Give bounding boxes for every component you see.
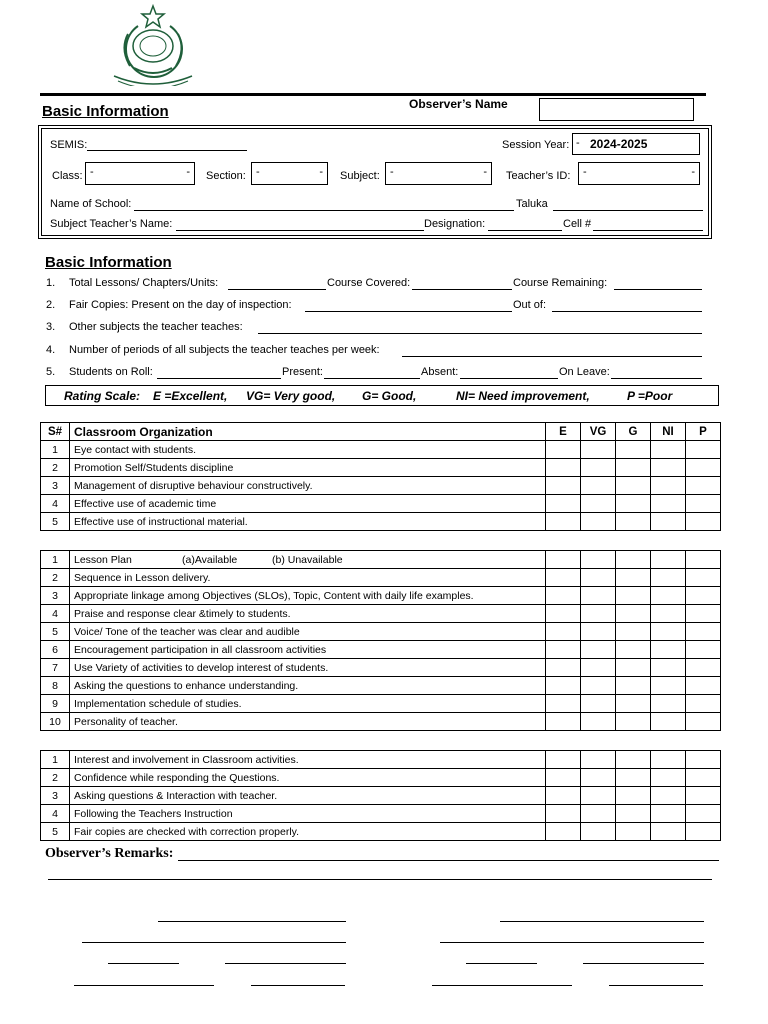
- rating-cell[interactable]: [651, 569, 686, 587]
- row-criterion: Implementation schedule of studies.: [70, 695, 546, 713]
- teacher-name-label: Subject Teacher’s Name:: [50, 218, 173, 230]
- fair-copies-label: Fair Copies: Present on the day of inspection:: [69, 299, 292, 311]
- rating-cell[interactable]: [616, 513, 651, 531]
- row-number: 1: [41, 441, 70, 459]
- rating-cell[interactable]: [546, 441, 581, 459]
- students-on-roll-field[interactable]: [157, 378, 281, 379]
- rating-cell[interactable]: [651, 787, 686, 805]
- rating-cell[interactable]: [651, 641, 686, 659]
- course-covered-field[interactable]: [412, 289, 512, 290]
- row-number: 1: [41, 551, 70, 569]
- table-row: [41, 495, 721, 513]
- rating-cell[interactable]: [546, 513, 581, 531]
- section-select[interactable]: [251, 162, 328, 185]
- present-field[interactable]: [324, 378, 420, 379]
- signature-line[interactable]: [583, 963, 704, 964]
- section-select-arrow: -: [319, 166, 323, 178]
- rating-cell[interactable]: [581, 641, 616, 659]
- rating-cell[interactable]: [686, 477, 721, 495]
- row-number: 2: [41, 769, 70, 787]
- row-number: 5: [41, 623, 70, 641]
- row-criterion: Voice/ Tone of the teacher was clear and audible: [70, 623, 546, 641]
- rating-cell[interactable]: [581, 459, 616, 477]
- signature-line[interactable]: [432, 985, 572, 986]
- rating-cell[interactable]: [616, 459, 651, 477]
- signature-line[interactable]: [225, 963, 346, 964]
- semis-field[interactable]: [87, 150, 247, 151]
- rating-cell[interactable]: [686, 769, 721, 787]
- signature-line[interactable]: [74, 985, 214, 986]
- teaching-methods-table: [40, 550, 721, 731]
- rating-cell[interactable]: [546, 677, 581, 695]
- rating-cell[interactable]: [616, 659, 651, 677]
- rating-cell[interactable]: [686, 459, 721, 477]
- item-1-number: 1.: [46, 277, 56, 289]
- rating-cell[interactable]: [686, 659, 721, 677]
- observer-name-label: Observer’s Name: [409, 97, 508, 111]
- rating-cell[interactable]: [546, 623, 581, 641]
- rating-scale-box: [45, 385, 719, 406]
- rating-cell[interactable]: [616, 677, 651, 695]
- rating-cell[interactable]: [581, 441, 616, 459]
- fair-copies-field[interactable]: [305, 311, 512, 312]
- observer-name-field[interactable]: [539, 98, 694, 121]
- rating-cell[interactable]: [546, 713, 581, 731]
- rating-e: E =Excellent,: [153, 389, 228, 403]
- table-row: [41, 769, 721, 787]
- rating-cell[interactable]: [581, 659, 616, 677]
- row-number: 6: [41, 641, 70, 659]
- rating-cell[interactable]: [686, 623, 721, 641]
- signature-line[interactable]: [500, 921, 704, 922]
- rating-cell[interactable]: [581, 605, 616, 623]
- teacher-name-field[interactable]: [176, 230, 424, 231]
- rating-cell[interactable]: [651, 477, 686, 495]
- row-criterion: Fair copies are checked with correction properly.: [70, 823, 546, 841]
- signature-line[interactable]: [466, 963, 537, 964]
- header-ni: NI: [651, 423, 686, 441]
- row-criterion: Encouragement participation in all classroom activities: [70, 641, 546, 659]
- table-row: [41, 659, 721, 677]
- government-emblem-logo: [108, 4, 198, 86]
- rating-vg: VG= Very good,: [246, 389, 336, 403]
- basic-info-title: Basic Information: [45, 254, 172, 271]
- rating-cell[interactable]: [546, 695, 581, 713]
- teacher-id-select-arrow: -: [691, 166, 695, 178]
- rating-cell[interactable]: [546, 769, 581, 787]
- rating-cell[interactable]: [581, 787, 616, 805]
- rating-cell[interactable]: [581, 477, 616, 495]
- session-year-value: 2024-2025: [590, 137, 648, 151]
- signature-line[interactable]: [609, 985, 703, 986]
- row-criterion: Praise and response clear &timely to students.: [70, 605, 546, 623]
- designation-label: Designation:: [424, 218, 486, 230]
- rating-cell[interactable]: [546, 787, 581, 805]
- rating-cell[interactable]: [651, 769, 686, 787]
- rating-cell[interactable]: [651, 441, 686, 459]
- student-engagement-table: [40, 750, 721, 841]
- rating-cell[interactable]: [686, 641, 721, 659]
- row-number: 1: [41, 751, 70, 769]
- semis-label: SEMIS:: [50, 139, 88, 151]
- rating-cell[interactable]: [651, 713, 686, 731]
- rating-cell[interactable]: [546, 569, 581, 587]
- rating-cell[interactable]: [581, 769, 616, 787]
- item-2-number: 2.: [46, 299, 56, 311]
- session-year-select[interactable]: [572, 133, 700, 155]
- signature-line[interactable]: [82, 942, 346, 943]
- rating-cell[interactable]: [686, 805, 721, 823]
- rating-cell[interactable]: [616, 713, 651, 731]
- on-leave-field[interactable]: [611, 378, 702, 379]
- lesson-plan-row: [70, 551, 546, 569]
- rating-cell[interactable]: [546, 587, 581, 605]
- rating-cell[interactable]: [616, 695, 651, 713]
- rating-cell[interactable]: [651, 695, 686, 713]
- row-criterion: Appropriate linkage among Objectives (SLOs), Topic, Content with daily life examples.: [70, 587, 546, 605]
- class-select-value: -: [90, 166, 94, 178]
- class-select[interactable]: [85, 162, 195, 185]
- absent-field[interactable]: [460, 378, 558, 379]
- session-year-label: Session Year:: [502, 139, 570, 151]
- rating-cell[interactable]: [616, 495, 651, 513]
- rating-cell[interactable]: [616, 605, 651, 623]
- rating-cell[interactable]: [651, 751, 686, 769]
- header-rule: [40, 93, 706, 96]
- signature-line[interactable]: [440, 942, 704, 943]
- rating-cell[interactable]: [686, 677, 721, 695]
- rating-cell[interactable]: [651, 823, 686, 841]
- row-number: 9: [41, 695, 70, 713]
- class-select-arrow: -: [186, 166, 190, 178]
- teacher-id-select[interactable]: [578, 162, 700, 185]
- rating-cell[interactable]: [616, 569, 651, 587]
- rating-cell[interactable]: [651, 551, 686, 569]
- rating-cell[interactable]: [546, 605, 581, 623]
- table-row: [41, 677, 721, 695]
- rating-cell[interactable]: [581, 569, 616, 587]
- lesson-plan-unavailable[interactable]: (b) Unavailable: [272, 553, 343, 566]
- row-criterion: Confidence while responding the Questions.: [70, 769, 546, 787]
- header-classroom-organization: Classroom Organization: [70, 423, 546, 441]
- other-subjects-label: Other subjects the teacher teaches:: [69, 321, 243, 333]
- rating-cell[interactable]: [546, 659, 581, 677]
- rating-cell[interactable]: [581, 551, 616, 569]
- subject-label: Subject:: [340, 170, 380, 182]
- rating-cell[interactable]: [546, 641, 581, 659]
- subject-select-arrow: -: [483, 166, 487, 178]
- row-number: 2: [41, 459, 70, 477]
- course-covered-label: Course Covered:: [327, 277, 411, 289]
- item-4-number: 4.: [46, 344, 56, 356]
- table-row: [41, 641, 721, 659]
- rating-cell[interactable]: [686, 605, 721, 623]
- school-name-label: Name of School:: [50, 198, 132, 210]
- rating-cell[interactable]: [581, 695, 616, 713]
- rating-cell[interactable]: [616, 623, 651, 641]
- lesson-plan-available[interactable]: (a)Available: [182, 553, 238, 566]
- row-number: 10: [41, 713, 70, 731]
- row-number: 8: [41, 677, 70, 695]
- row-criterion: Effective use of academic time: [70, 495, 546, 513]
- course-remaining-label: Course Remaining:: [513, 277, 608, 289]
- rating-cell[interactable]: [616, 787, 651, 805]
- rating-cell[interactable]: [686, 695, 721, 713]
- section-label: Section:: [206, 170, 246, 182]
- cell-field[interactable]: [593, 230, 703, 231]
- rating-cell[interactable]: [581, 495, 616, 513]
- rating-cell[interactable]: [686, 495, 721, 513]
- row-number: 2: [41, 569, 70, 587]
- row-number: 7: [41, 659, 70, 677]
- rating-cell[interactable]: [616, 551, 651, 569]
- cell-label: Cell #: [563, 218, 592, 230]
- teacher-id-label: Teacher’s ID:: [506, 170, 571, 182]
- table-row: [41, 513, 721, 531]
- table-row: [41, 787, 721, 805]
- section-select-value: -: [256, 166, 260, 178]
- rating-cell[interactable]: [651, 587, 686, 605]
- row-criterion: Interest and involvement in Classroom activities.: [70, 751, 546, 769]
- rating-cell[interactable]: [651, 623, 686, 641]
- rating-cell[interactable]: [546, 823, 581, 841]
- session-year-dash: -: [576, 137, 580, 149]
- table-row: [41, 569, 721, 587]
- rating-cell[interactable]: [651, 495, 686, 513]
- out-of-label: Out of:: [513, 299, 547, 311]
- rating-cell[interactable]: [651, 459, 686, 477]
- rating-cell[interactable]: [686, 587, 721, 605]
- observer-remarks-label: Observer’s Remarks:: [45, 846, 174, 861]
- rating-g: G= Good,: [362, 389, 417, 403]
- row-criterion: Use Variety of activities to develop interest of students.: [70, 659, 546, 677]
- absent-label: Absent:: [421, 366, 459, 378]
- students-on-roll-label: Students on Roll:: [69, 366, 153, 378]
- classroom-organization-table: [40, 422, 721, 531]
- table-row: [41, 441, 721, 459]
- rating-cell[interactable]: [651, 659, 686, 677]
- subject-select[interactable]: [385, 162, 492, 185]
- row-criterion: Eye contact with students.: [70, 441, 546, 459]
- row-criterion: Management of disruptive behaviour constructively.: [70, 477, 546, 495]
- row-number: 4: [41, 495, 70, 513]
- remarks-line-1[interactable]: [178, 860, 719, 861]
- rating-cell[interactable]: [616, 823, 651, 841]
- table-row: [41, 551, 721, 569]
- row-criterion: Effective use of instructional material.: [70, 513, 546, 531]
- rating-cell[interactable]: [581, 713, 616, 731]
- rating-cell[interactable]: [616, 477, 651, 495]
- rating-cell[interactable]: [651, 605, 686, 623]
- row-criterion: Asking questions & Interaction with teacher.: [70, 787, 546, 805]
- on-leave-label: On Leave:: [559, 366, 610, 378]
- taluka-field[interactable]: [553, 210, 703, 211]
- rating-cell[interactable]: [616, 769, 651, 787]
- table-row: [41, 587, 721, 605]
- row-criterion: Asking the questions to enhance understanding.: [70, 677, 546, 695]
- rating-cell[interactable]: [686, 441, 721, 459]
- signature-line[interactable]: [158, 921, 346, 922]
- table-row: [41, 823, 721, 841]
- rating-cell[interactable]: [686, 823, 721, 841]
- rating-cell[interactable]: [616, 641, 651, 659]
- rating-cell[interactable]: [616, 441, 651, 459]
- other-subjects-field[interactable]: [258, 333, 702, 334]
- out-of-field[interactable]: [552, 311, 702, 312]
- row-number: 3: [41, 477, 70, 495]
- subject-select-value: -: [390, 166, 394, 178]
- course-remaining-field[interactable]: [614, 289, 702, 290]
- school-name-field[interactable]: [134, 210, 514, 211]
- table-row: [41, 713, 721, 731]
- rating-cell[interactable]: [546, 551, 581, 569]
- header-sn: S#: [41, 423, 70, 441]
- class-label: Class:: [52, 170, 83, 182]
- header-p: P: [686, 423, 721, 441]
- rating-cell[interactable]: [546, 495, 581, 513]
- table-row: [41, 623, 721, 641]
- rating-ni: NI= Need improvement,: [456, 389, 590, 403]
- periods-field[interactable]: [402, 356, 702, 357]
- rating-cell[interactable]: [651, 677, 686, 695]
- table-row: [41, 805, 721, 823]
- row-criterion: Sequence in Lesson delivery.: [70, 569, 546, 587]
- table-header-row: [41, 423, 721, 441]
- rating-cell[interactable]: [651, 513, 686, 531]
- lesson-plan-label: Lesson Plan: [74, 553, 132, 566]
- rating-cell[interactable]: [581, 751, 616, 769]
- table-row: [41, 751, 721, 769]
- rating-cell[interactable]: [546, 805, 581, 823]
- rating-cell[interactable]: [581, 587, 616, 605]
- rating-cell[interactable]: [686, 551, 721, 569]
- rating-cell[interactable]: [581, 513, 616, 531]
- designation-field[interactable]: [488, 230, 562, 231]
- rating-cell[interactable]: [686, 713, 721, 731]
- signature-line[interactable]: [108, 963, 179, 964]
- periods-label: Number of periods of all subjects the teacher teaches per week:: [69, 344, 380, 356]
- row-number: 4: [41, 805, 70, 823]
- rating-cell[interactable]: [581, 805, 616, 823]
- rating-cell[interactable]: [581, 677, 616, 695]
- row-criterion: Personality of teacher.: [70, 713, 546, 731]
- header-vg: VG: [581, 423, 616, 441]
- row-criterion: Following the Teachers Instruction: [70, 805, 546, 823]
- rating-cell[interactable]: [546, 459, 581, 477]
- rating-scale-label: Rating Scale:: [64, 389, 141, 403]
- rating-cell[interactable]: [616, 805, 651, 823]
- row-number: 4: [41, 605, 70, 623]
- header-e: E: [546, 423, 581, 441]
- rating-cell[interactable]: [686, 751, 721, 769]
- item-5-number: 5.: [46, 366, 56, 378]
- row-number: 3: [41, 787, 70, 805]
- total-lessons-label: Total Lessons/ Chapters/Units:: [69, 277, 219, 289]
- row-number: 5: [41, 823, 70, 841]
- taluka-label: Taluka: [516, 198, 548, 210]
- rating-cell[interactable]: [686, 787, 721, 805]
- rating-cell[interactable]: [616, 751, 651, 769]
- rating-cell[interactable]: [616, 587, 651, 605]
- header-g: G: [616, 423, 651, 441]
- rating-cell[interactable]: [546, 477, 581, 495]
- rating-cell[interactable]: [651, 805, 686, 823]
- table-row: [41, 459, 721, 477]
- teacher-id-select-value: -: [583, 166, 587, 178]
- rating-cell[interactable]: [686, 569, 721, 587]
- rating-p: P =Poor: [627, 389, 673, 403]
- table-row: [41, 477, 721, 495]
- item-3-number: 3.: [46, 321, 56, 333]
- rating-cell[interactable]: [581, 823, 616, 841]
- rating-cell[interactable]: [546, 751, 581, 769]
- table-row: [41, 605, 721, 623]
- rating-cell[interactable]: [581, 623, 616, 641]
- row-number: 5: [41, 513, 70, 531]
- table-row: [41, 695, 721, 713]
- rating-cell[interactable]: [686, 513, 721, 531]
- present-label: Present:: [282, 366, 323, 378]
- page-title: Basic Information: [42, 103, 169, 120]
- total-lessons-field[interactable]: [228, 289, 326, 290]
- row-criterion: Promotion Self/Students discipline: [70, 459, 546, 477]
- remarks-line-2[interactable]: [48, 879, 712, 880]
- row-number: 3: [41, 587, 70, 605]
- signature-line[interactable]: [251, 985, 345, 986]
